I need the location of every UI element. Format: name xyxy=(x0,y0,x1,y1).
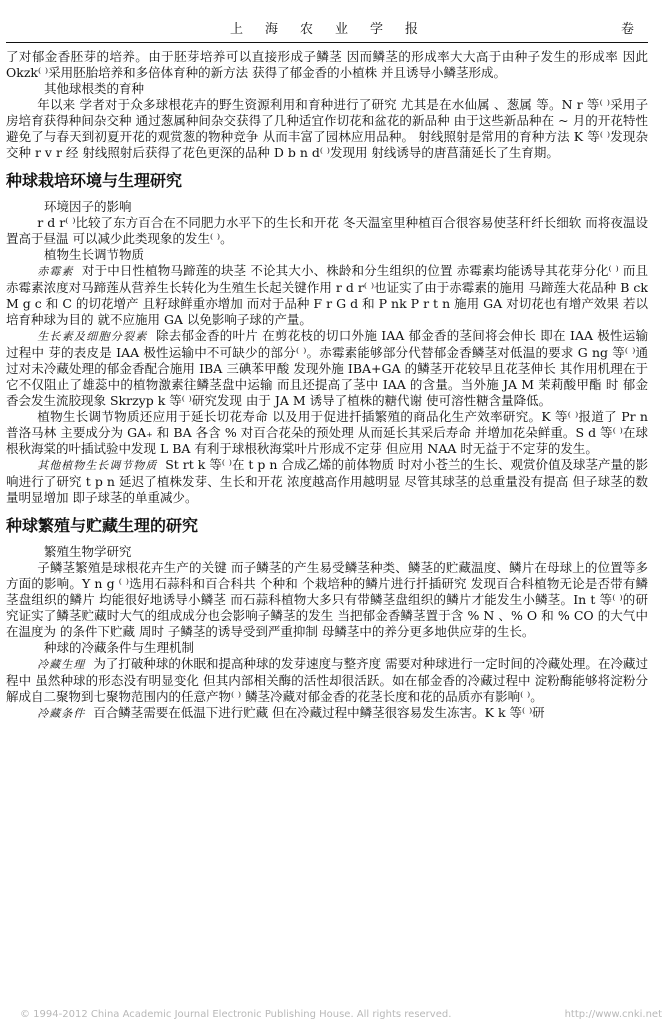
subheading-cold-storage: 种球的冷藏条件与生理机制 xyxy=(44,640,195,655)
paragraph-cold-physiology xyxy=(6,656,648,705)
section-heading-cultivation: 种球栽培环境与生理研究 xyxy=(6,171,183,190)
paragraph-environment: r d r⁽ ⁾比较了东方百合在不同肥力水平下的生长和开花 冬天温室里种植百合很容易使茎秆纤长细软 而将夜温设置高于昼温 可以减少此类现象的发生⁽ ⁾。 xyxy=(6,215,648,246)
paragraph-auxin-text: 除去郁金香的叶片 在剪花枝的切口外施 IAA 郁金香的茎间将会伸长 即在 IAA 极性运输过程中 芽的表皮是 IAA 极性运输中不可缺少的部分⁽ ⁾。赤霉素能够部分代替郁金香鳞茎对低温的要求 G ng 等⁽ ⁾通过对未冷藏处理的郁金香配合施用 IBA 三碘苯甲酸 发现外施 IBA+GA 的鳞茎开花较早且花茎伸长 其作用机理在于它不仅阻止了雄蕊中的植物激素往鳞茎盘中运输 而且还提高了茎中 IAA 的含量。当外施 JA M 茉莉酸甲酯 时 郁金香会发生流胶现象 Skrzyp k 等⁽ ⁾研究发现 由于 JA M 诱导了植株的糖代谢 使可溶性糖含量降低。 xyxy=(6,328,649,408)
subheading-other-bulbs: 其他球根类的育种 xyxy=(44,81,145,96)
paragraph-embryo-culture: 了对郁金香胚芽的培养。由于胚芽培养可以直接形成子鳞茎 因而鳞茎的形成率大大高于由种子发生的形成率 因此 Okzk⁽ ⁾采用胚胎培养和多倍体育种的新方法 获得了郁金香的小植株 并且诱导小鳞茎形成。 xyxy=(6,49,648,80)
paragraph-cut-flower-life: 植物生长调节物质还应用于延长切花寿命 以及用于促进扦插繁殖的商品化生产效率研究。K 等⁽ ⁾报道了 Pr n 普洛马林 主要成分为 GA₊ 和 BA 各含 % 对百合花朵的预处理 从而延长其采后寿命 并增加花朵鲜重。S d 等⁽ ⁾在球根秋海棠的叶插试验中发现 L BA 有利于球根秋海棠叶片形成不定芽 但应用 NAA 时无益于不定芽的发生。 xyxy=(6,409,648,456)
header-rule xyxy=(6,42,648,43)
paragraph-gibberellin-text: 对于中日性植物马蹄莲的块茎 不论其大小、株龄和分生组织的位置 赤霉素均能诱导其花芽分化⁽ ⁾ 而且赤霉素浓度对马蹄莲从营养生长转化为生殖生长起关键作用 r d r⁽ ⁾也证实了由于赤霉素的施用 马蹄莲大花品种 B ck M g c 和 C 的切花增产 且籽球鲜重亦增加 而对于品种 F r G d 和 P nk P r t n 施用 GA 对切花也有增产效果 若以培育种球为目的 就不应施用 GA 以免影响子球的产量。 xyxy=(6,263,648,327)
subheading-environment: 环境因子的影响 xyxy=(44,199,132,214)
paragraph-other-bulbs: 年以来 学者对于众多球根花卉的野生资源利用和育种进行了研究 尤其是在水仙属 、葱属 等。N r 等⁽ ⁾采用子房培育获得种间杂交种 通过葱属种间杂交获得了几种适宜作切花和盆花的新品种 由于这些新品种在 ~ 月的开花特性 避免了与春天到初夏开花的观赏葱的物种竞争 从而丰富了园林应用品种。 射线照射是常用的育种方法 K 等⁽ ⁾发现杂交种 r v r 经 射线照射后获得了花色更深的品种 D b n d⁽ ⁾发现用 射线诱导的唐菖蒲延长了生育期。 xyxy=(6,97,648,160)
publisher-footer xyxy=(20,1008,662,1024)
publisher-url: http://www.cnki.net xyxy=(564,1009,662,1020)
volume-label: 卷 xyxy=(620,22,634,37)
paragraph-cold-conditions-text: 百合鳞茎需要在低温下进行贮藏 但在冷藏过程中鳞茎很容易发生冻害。K k 等⁽ ⁾研 xyxy=(93,705,545,720)
copyright-notice: © 1994-2012 China Academic Journal Electronic Publishing House. All rights reserved. xyxy=(20,1009,452,1020)
paragraph-auxin xyxy=(6,328,648,409)
run-in-heading-auxin: 生长素及细胞分裂素 xyxy=(37,330,148,343)
run-in-heading-other-regulators: 其他植物生长调节物质 xyxy=(37,459,158,472)
run-in-heading-gibberellin: 赤霉素 xyxy=(37,265,74,278)
paragraph-other-regulators-text: St rt k 等⁽ ⁾在 t p n 合成乙烯的前体物质 时对小苍兰的生长、观赏价值及球茎产量的影响进行了研究 t p n 延迟了植株发芽、生长和开花 浓度越高作用越明显 尽管其球茎的总重量没有提高 但子球茎的数量明显增加 即子球茎的单重减少。 xyxy=(6,457,648,505)
paragraph-propagation: 子鳞茎繁殖是球根花卉生产的关键 而子鳞茎的产生易受鳞茎种类、鳞茎的贮藏温度、鳞片在母球上的位置等多方面的影响。Y n g ⁽ ⁾选用石蒜科和百合科共 个种和 个栽培种的鳞片进行扦插研究 发现百合科植物无论是否带有鳞茎盘组织的鳞片 均能很好地诱导小鳞茎 而石蒜科植物大多只有带鳞茎盘组织的鳞片才能发生小鳞茎。In t 等⁽ ⁾的研究证实了鳞茎贮藏时大气的组成成分也会影响子鳞茎的发生 当把郁金香鳞茎置于含 % N 、% O 和 % CO 的大气中 在温度为 的条件下贮藏 周时 子鳞茎的诱导受到严重抑制 母鳞茎中的养分更多地供应芽的生长。 xyxy=(6,560,648,639)
journal-title: 上海农业学报 xyxy=(229,22,440,37)
section-heading-propagation: 种球繁殖与贮藏生理的研究 xyxy=(6,516,199,535)
run-in-heading-cold-conditions: 冷藏条件 xyxy=(37,707,86,720)
run-in-heading-cold-physiology: 冷藏生理 xyxy=(37,658,86,671)
paragraph-cold-conditions xyxy=(6,705,648,722)
paragraph-gibberellin xyxy=(6,263,648,328)
paragraph-cold-physiology-text: 为了打破种球的休眠和提高种球的发芽速度与整齐度 需要对种球进行一定时间的冷藏处理。在冷藏过程中 虽然种球的形态没有明显变化 但其内部相关酶的活性却很活跃。如在郁金香的冷藏过程中 淀粉酶能够将淀粉分解成自二聚物到七聚物范围内的任意产物⁽ ⁾ 鳞茎冷藏对郁金香的花茎长度和花的品质亦有影响⁽ ⁾。 xyxy=(6,656,649,704)
article-body xyxy=(6,49,648,722)
subheading-propagation-biology: 繁殖生物学研究 xyxy=(44,544,132,559)
subheading-growth-regulators: 植物生长调节物质 xyxy=(44,247,145,262)
running-header xyxy=(0,0,670,40)
paragraph-other-regulators xyxy=(6,457,648,506)
